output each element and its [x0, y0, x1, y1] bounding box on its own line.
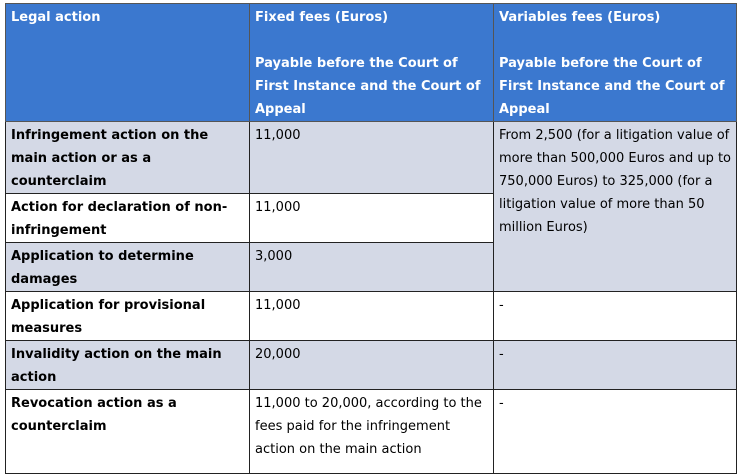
- header-fixed-fees: [250, 4, 494, 122]
- legal-action-cell: Application for provisional measures: [6, 292, 250, 341]
- header-variable-fees: [494, 4, 737, 122]
- header-variable-fees-sub: Payable before the Court of First Instance and the Court of Appeal: [499, 56, 725, 117]
- fixed-fee-cell: 3,000: [250, 243, 494, 292]
- legal-action-cell: Application to determine damages: [6, 243, 250, 292]
- legal-action-cell: Revocation action as a counterclaim: [6, 390, 250, 474]
- header-fixed-fees-label: Fixed fees (Euros): [255, 10, 389, 25]
- legal-action-cell: Infringement action on the main action or as a counterclaim: [6, 122, 250, 194]
- table-row: [6, 390, 737, 474]
- table-row: [6, 122, 737, 194]
- fees-table: [5, 3, 737, 474]
- variable-fee-merged-cell: From 2,500 (for a litigation value of more than 500,000 Euros and up to 750,000 Euros) to 325,000 (for a litigation value of more than 50 million Euros): [494, 122, 737, 292]
- header-legal-action-label: Legal action: [11, 10, 101, 25]
- fixed-fee-cell: 11,000: [250, 122, 494, 194]
- variable-fee-cell: -: [494, 341, 737, 390]
- variable-fee-cell: -: [494, 390, 737, 474]
- variable-fee-cell: -: [494, 292, 737, 341]
- legal-action-cell: Invalidity action on the main action: [6, 341, 250, 390]
- fixed-fee-cell: 11,000: [250, 194, 494, 243]
- header-variable-fees-label: Variables fees (Euros): [499, 10, 661, 25]
- legal-action-cell: Action for declaration of non-infringement: [6, 194, 250, 243]
- table-row: [6, 341, 737, 390]
- fixed-fee-cell: 11,000: [250, 292, 494, 341]
- header-legal-action: [6, 4, 250, 122]
- fixed-fee-cell: 20,000: [250, 341, 494, 390]
- table-row: [6, 292, 737, 341]
- fixed-fee-cell: 11,000 to 20,000, according to the fees paid for the infringement action on the main action: [250, 390, 494, 474]
- header-fixed-fees-sub: Payable before the Court of First Instance and the Court of Appeal: [255, 56, 481, 117]
- table-header-row: [6, 4, 737, 122]
